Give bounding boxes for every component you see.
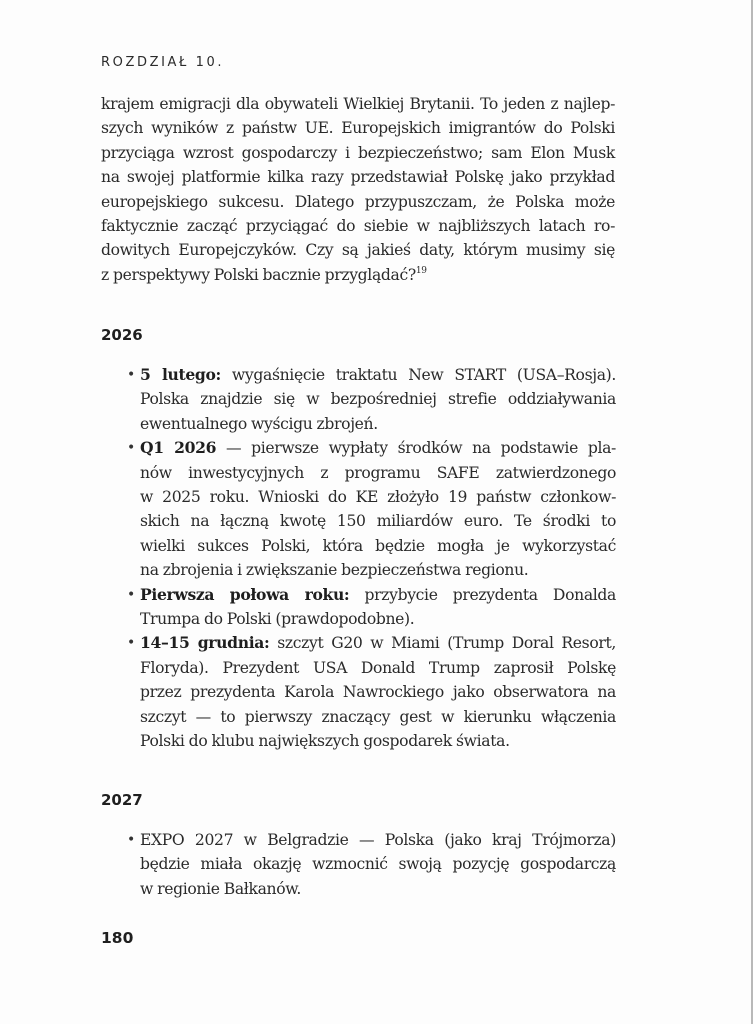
- item-date: Q1 2026: [140, 438, 217, 458]
- text-line-content: z perspektywy Polski bacznie przyglądać?: [101, 265, 416, 284]
- intro-paragraph: [101, 92, 615, 287]
- text-line: Polski do klubu największych gospodarek świata.: [140, 732, 510, 751]
- bullet-icon: •: [127, 832, 135, 848]
- item-date: 5 lutego:: [140, 365, 221, 384]
- text-line: krajem emigracji dla obywateli Wielkiej Brytanii. To jeden z najlep-: [101, 95, 615, 113]
- text-line: Polska znajdzie się w bezpośredniej strefie oddziaływania: [140, 390, 616, 409]
- text-line: europejskiego sukcesu. Dlatego przypuszczam, że Polska może: [101, 192, 615, 211]
- list-item: [127, 436, 616, 582]
- text-line: wielki sukces Polski, która będzie mogła je wykorzystać: [140, 536, 616, 555]
- text-line: ewentualnego wyścigu zbrojeń.: [140, 414, 378, 433]
- text-line: EXPO 2027 w Belgradzie — Polska (jako kraj Trójmorza): [140, 831, 616, 849]
- text-line: [140, 583, 616, 607]
- section-heading-2027: 2027: [101, 791, 143, 809]
- bullet-icon: •: [127, 635, 135, 652]
- text-line: będzie miała okazję wzmocnić swoją pozycję gospodarczą: [140, 855, 616, 874]
- bullet-icon: •: [127, 440, 135, 457]
- text-line: [140, 363, 616, 387]
- text-line: [101, 263, 615, 287]
- text-line: szych wyników z państw UE. Europejskich imigrantów do Polski: [101, 119, 615, 138]
- text-line-content: przybycie prezydenta Donalda: [349, 585, 616, 604]
- text-line: przez prezydenta Karola Nawrockiego jako obserwatora na: [140, 683, 616, 702]
- chapter-header: ROZDZIAŁ 10.: [101, 55, 225, 70]
- list-item: [127, 828, 616, 901]
- footnote-reference[interactable]: 19: [415, 265, 427, 276]
- list-item: [127, 363, 616, 436]
- text-line: Floryda). Prezydent USA Donald Trump zaprosił Polskę: [140, 658, 616, 677]
- list-item: [127, 631, 616, 753]
- text-line: przyciąga wzrost gospodarczy i bezpieczeństwo; sam Elon Musk: [101, 143, 615, 162]
- text-line: faktycznie zacząć przyciągać do siebie w najbliższych latach ro-: [101, 217, 615, 236]
- bullet-icon: •: [127, 586, 135, 603]
- text-line: na swojej platformie kilka razy przedstawiał Polskę jako przykład: [101, 168, 615, 187]
- events-list-2026: [127, 363, 616, 754]
- bullet-icon: •: [127, 367, 135, 383]
- text-line: [140, 436, 616, 460]
- events-list-2027: [127, 828, 616, 901]
- section-heading-2026: 2026: [101, 326, 143, 344]
- item-date: Pierwsza połowa roku:: [140, 584, 350, 604]
- text-line: [140, 631, 616, 655]
- text-line: szczyt — to pierwszy znaczący gest w kierunku włączenia: [140, 707, 616, 726]
- text-line: na zbrojenia i zwiększanie bezpieczeństwa regionu.: [140, 561, 529, 580]
- item-date: 14–15 grudnia:: [140, 633, 270, 653]
- text-line: dowitych Europejczyków. Czy są jakieś daty, którym musimy się: [101, 241, 615, 260]
- text-line: w 2025 roku. Wnioski do KE złożyło 19 państw członkow-: [140, 488, 616, 507]
- text-line: nów inwestycyjnych z programu SAFE zatwierdzonego: [140, 463, 616, 482]
- text-line-content: szczyt G20 w Miami (Trump Doral Resort,: [269, 634, 616, 653]
- text-line: w regionie Bałkanów.: [140, 879, 302, 898]
- text-line: skich na łączną kwotę 150 miliardów euro. Te środki to: [140, 512, 616, 531]
- page-number: 180: [101, 929, 134, 947]
- list-item: [127, 583, 616, 632]
- text-line: Trumpa do Polski (prawdopodobne).: [140, 610, 415, 629]
- text-line-content: wygaśnięcie traktatu New START (USA–Rosja).: [220, 366, 616, 384]
- text-line-content: — pierwsze wypłaty środków na podstawie pla-: [216, 439, 616, 458]
